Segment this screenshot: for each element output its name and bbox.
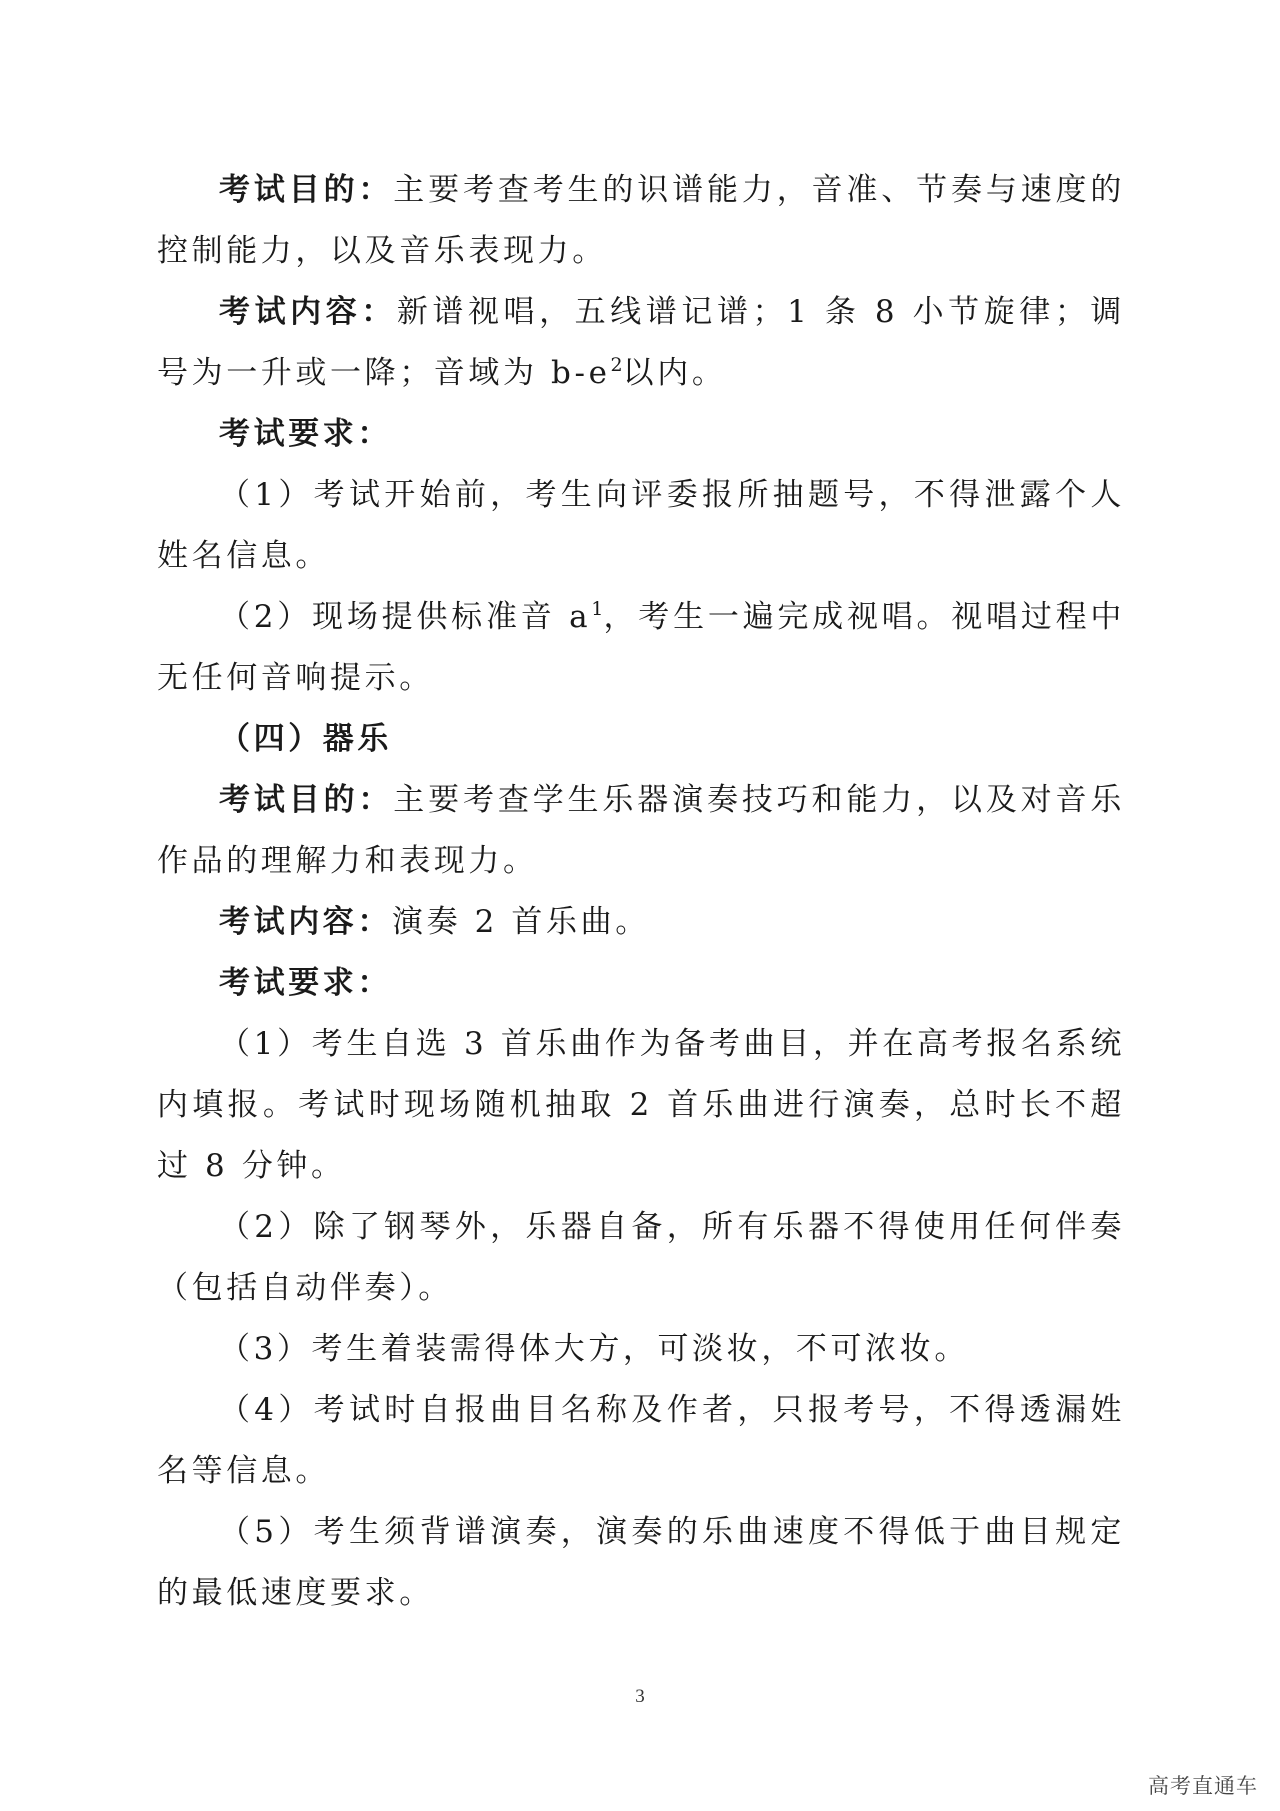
content-text: 新谱视唱，五线谱记谱；1 条 8 小节旋律；调号为一升或一降；音域为 b-e [157,294,1126,391]
instrumental-content [157,892,1125,953]
document-body [157,160,1125,1624]
content-label: 考试内容： [219,904,392,940]
instrumental-requirement-2: （2）除了钢琴外，乐器自备，所有乐器不得使用任何伴奏（包括自动伴奏）。 [157,1209,1125,1306]
content-text-end: 以内。 [622,355,727,391]
sight-singing-requirement-2 [157,587,1125,709]
purpose-text: 主要考查学生乐器演奏技巧和能力，以及对音乐作品的理解力和表现力。 [157,782,1125,879]
purpose-label: 考试目的： [219,782,394,818]
purpose-text: 主要考查考生的识谱能力，音准、节奏与速度的控制能力，以及音乐表现力。 [157,172,1125,269]
purpose-label: 考试目的： [219,172,394,208]
content-text: 演奏 2 首乐曲。 [392,904,650,940]
requirement-2-text: （2）现场提供标准音 a [219,599,592,635]
section-heading-instrumental: （四）器乐 [219,721,392,757]
sight-singing-content [157,282,1125,404]
requirement-2-text-end: ，考生一遍完成视唱。视唱过程中无任何音响提示。 [157,599,1126,696]
sight-singing-purpose [157,160,1125,282]
page-number: 3 [635,1686,645,1707]
instrumental-requirement-4: （4）考试时自报曲目名称及作者，只报考号，不得透漏姓名等信息。 [157,1392,1125,1489]
requirements-label: 考试要求： [219,965,392,1001]
pitch-superscript: 1 [591,598,604,620]
range-superscript: 2 [610,354,623,376]
sight-singing-requirement-1: （1）考试开始前，考生向评委报所抽题号，不得泄露个人姓名信息。 [157,477,1125,574]
sight-singing-requirements-label [157,404,1125,465]
requirements-label: 考试要求： [219,416,392,452]
instrumental-requirement-1: （1）考生自选 3 首乐曲作为备考曲目，并在高考报名系统内填报。考试时现场随机抽取 2 首乐曲进行演奏，总时长不超过 8 分钟。 [157,1026,1125,1184]
instrumental-requirement-3: （3）考生着装需得体大方，可淡妆，不可浓妆。 [219,1331,969,1367]
instrumental-requirement-5: （5）考生须背谱演奏，演奏的乐曲速度不得低于曲目规定的最低速度要求。 [157,1514,1125,1611]
instrumental-requirements-label [157,953,1125,1014]
watermark: 高考直通车 [1148,1774,1258,1798]
content-label: 考试内容： [219,294,397,330]
instrumental-purpose [157,770,1125,892]
